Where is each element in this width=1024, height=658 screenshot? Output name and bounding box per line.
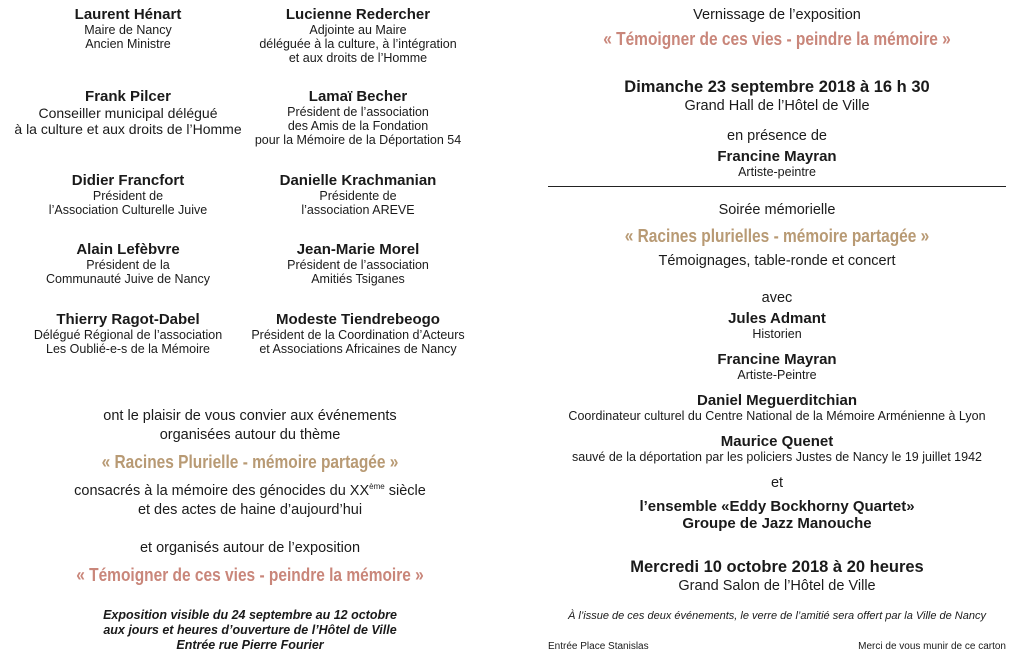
person-role: Présidente de (319, 189, 397, 203)
event-place: Grand Hall de l’Hôtel de Ville (684, 98, 870, 114)
guest-item (548, 433, 1006, 464)
person-name: Alain Lefèbvre (76, 241, 180, 258)
dedication-text: siècle (384, 483, 426, 499)
person-didier-francfort (28, 172, 228, 217)
guest-name: Daniel Meguerditchian (696, 392, 858, 409)
person-modeste-tiendrebeogo (238, 311, 478, 356)
closing-note (548, 610, 1006, 622)
person-role: Les Oublié-e-s de la Mémoire (46, 342, 210, 356)
theme-title: « Racines Plurielle - mémoire partagée » (101, 452, 399, 472)
person-danielle-krachmanian (238, 172, 478, 217)
person-role: des Amis de la Fondation (287, 119, 429, 133)
ensemble-name: l’ensemble «Eddy Bockhorny Quartet» (639, 498, 915, 515)
person-name: Danielle Krachmanian (279, 172, 437, 189)
dedication-text: consacrés à la mémoire des génocides du XX (74, 483, 370, 499)
vernissage-label: Vernissage de l’exposition (693, 7, 861, 23)
person-alain-lefebvre (28, 241, 228, 286)
person-role: Maire de Nancy (84, 23, 172, 37)
theme-title: « Témoigner de ces vies - peindre la mémoire » (76, 565, 424, 585)
person-laurent-henart (28, 6, 228, 51)
person-role: et Associations Africaines de Nancy (259, 342, 457, 356)
theme-temoigner (20, 565, 480, 586)
person-name: Didier Francfort (71, 172, 185, 189)
guest-role: sauvé de la déportation par les policiers Justes de Nancy le 19 juillet 1942 (572, 450, 982, 464)
dedication (20, 477, 480, 520)
person-name: Modeste Tiendrebeogo (276, 311, 440, 328)
person-role: Président de l’association (287, 105, 429, 119)
event-1 (548, 77, 1006, 116)
person-role: Conseiller municipal délégué (38, 105, 218, 121)
person-name: Frank Pilcer (85, 88, 171, 105)
person-role: l’association AREVE (301, 203, 415, 217)
guest-role: Historien (752, 327, 802, 341)
invite-line: ont le plaisir de vous convier aux événements (103, 408, 397, 424)
expo-intro-text: et organisés autour de l’exposition (139, 540, 361, 556)
section-divider (548, 186, 1006, 187)
person-frank-pilcer (8, 88, 248, 137)
person-lucienne-redercher (238, 6, 478, 65)
person-role: Amitiés Tsiganes (311, 272, 405, 286)
card-note (858, 641, 1006, 652)
person-lamai-becher (238, 88, 478, 147)
et-label: et (770, 475, 784, 491)
person-role: Président de la Coordination d’Acteurs (251, 328, 465, 342)
person-role: Président de (92, 189, 164, 203)
person-role: l’Association Culturelle Juive (48, 203, 208, 217)
person-name: Lamaï Becher (308, 88, 408, 105)
person-name: Thierry Ragot-Dabel (56, 311, 200, 328)
person-role: Président de la (86, 258, 170, 272)
guest-item (548, 310, 1006, 341)
program-text: Témoignages, table-ronde et concert (658, 253, 896, 269)
exhibition-info (20, 608, 480, 653)
event-2 (548, 557, 1006, 596)
visit-line: Exposition visible du 24 septembre au 12 octobre (103, 608, 397, 622)
person-thierry-ragot-dabel (18, 311, 238, 356)
guest-name: Jules Admant (728, 310, 826, 327)
theme-racines (20, 452, 480, 473)
soiree-label: Soirée mémorielle (718, 202, 836, 218)
expo-title: « Témoigner de ces vies - peindre la mémoire » (603, 29, 951, 49)
avec-label: avec (761, 290, 793, 306)
vernissage-section (548, 6, 1006, 50)
visit-line: aux jours et heures d’ouverture de l’Hôtel de Ville (103, 623, 397, 637)
person-jean-marie-morel (238, 241, 478, 286)
soiree-section (548, 201, 1006, 271)
person-name: Lucienne Redercher (285, 6, 431, 23)
guest-role: Coordinateur culturel du Centre National de la Mémoire Arménienne à Lyon (568, 409, 986, 423)
artist-role: Artiste-peintre (738, 165, 816, 179)
guests-section (548, 289, 1006, 464)
invite-line: organisées autour du thème (159, 427, 341, 443)
ensemble-subtitle: Groupe de Jazz Manouche (682, 515, 872, 532)
guest-name: Francine Mayran (717, 351, 837, 368)
ensemble-section (548, 474, 1006, 532)
person-role: Ancien Ministre (85, 37, 171, 51)
dedication-superscript: ème (369, 482, 385, 491)
guest-item (548, 351, 1006, 382)
person-name: Laurent Hénart (74, 6, 182, 23)
person-role: Président de l’association (287, 258, 429, 272)
person-role: pour la Mémoire de la Déportation 54 (254, 133, 462, 147)
artist-name: Francine Mayran (717, 148, 837, 165)
invitation-text (20, 407, 480, 445)
artist-presence (548, 127, 1006, 179)
event-place: Grand Salon de l’Hôtel de Ville (678, 578, 876, 594)
closing-text: À l’issue de ces deux événements, le verre de l’amitié sera offert par la Ville de Nancy (567, 610, 986, 622)
card-text: Merci de vous munir de ce carton (858, 641, 1006, 652)
person-role: et aux droits de l’Homme (288, 51, 428, 65)
event-date: Dimanche 23 septembre 2018 à 16 h 30 (624, 78, 930, 96)
soiree-title: « Racines plurielles - mémoire partagée » (624, 226, 930, 246)
guest-name: Maurice Quenet (720, 433, 834, 450)
person-role: Délégué Régional de l’association (33, 328, 223, 342)
person-role: Adjointe au Maire (309, 23, 407, 37)
guest-role: Artiste-Peintre (737, 368, 817, 382)
event-date: Mercredi 10 octobre 2018 à 20 heures (630, 558, 924, 576)
expo-intro (20, 539, 480, 558)
entry-text: Entrée Place Stanislas (548, 641, 649, 652)
presence-label: en présence de (727, 128, 827, 144)
guest-item (548, 392, 1006, 423)
entry-note (548, 641, 649, 652)
person-role: Communauté Juive de Nancy (46, 272, 210, 286)
visit-line: Entrée rue Pierre Fourier (176, 638, 324, 652)
person-role: à la culture et aux droits de l’Homme (14, 121, 242, 137)
dedication-line (20, 477, 480, 501)
person-role: déléguée à la culture, à l’intégration (259, 37, 457, 51)
person-name: Jean-Marie Morel (296, 241, 420, 258)
dedication-line: et des actes de haine d’aujourd’hui (137, 502, 363, 518)
